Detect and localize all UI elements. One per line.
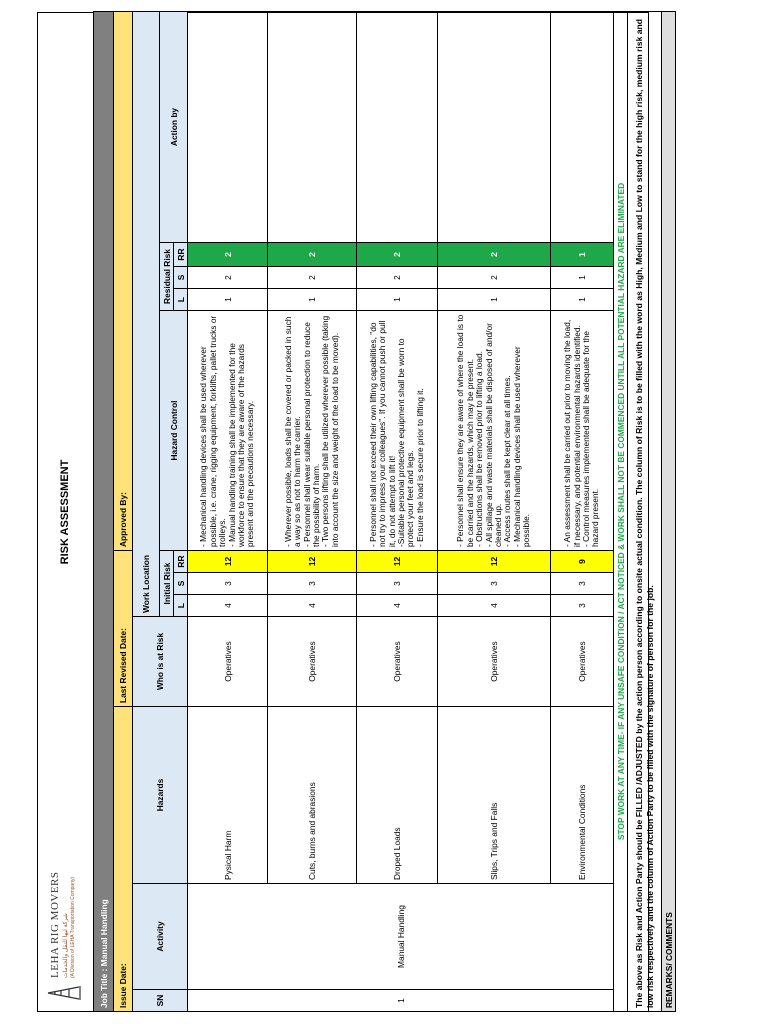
- action-by-cell[interactable]: [188, 11, 268, 242]
- col-initial-rr: RR: [174, 551, 188, 573]
- table-row: [551, 11, 614, 1011]
- initial-rr-cell: 12: [357, 551, 438, 573]
- col-initial-risk: Initial Risk: [160, 551, 174, 617]
- action-by-cell[interactable]: [438, 11, 551, 242]
- initial-l-cell: 4: [268, 595, 357, 617]
- control-line: - Manual handling training shall be implemented for the workforce to ensure that they are aware of the hazards present and the precautions necessary.: [226, 343, 256, 547]
- control-line: - Mechanical handling devices shall be used wherever possible.: [511, 346, 532, 547]
- initial-s-cell: 3: [551, 573, 614, 595]
- col-residual-s: S: [174, 267, 188, 289]
- action-by-cell[interactable]: [357, 11, 438, 242]
- col-activity: Activity: [133, 884, 188, 990]
- residual-s-cell: 2: [357, 267, 438, 289]
- control-line: - Personnel shall ensure they are aware of where the load is to be carried and the hazards, which may be present.: [455, 314, 475, 547]
- residual-rr-cell: 2: [438, 243, 551, 267]
- last-revised-date-label: Last Revised Date:: [114, 551, 133, 707]
- risk-footnote: The above as Risk and Action Party should be FILLED /ADJUSTED by the action person according to onsite actual condition. The column of Risk is to be filled with the word as High, Medium and Low to stand for the high risk, medium risk and low risk respectively and the column of Action Party to be filled with the signature of person for the job.: [628, 11, 662, 1011]
- who-cell: Operatives: [268, 617, 357, 707]
- company-tagline: (A Division of LEHA Transportation Company): [70, 876, 76, 978]
- initial-s-cell: 3: [438, 573, 551, 595]
- initial-rr-cell: 12: [188, 551, 268, 573]
- control-line: - Personnel shall wear suitable personal protection to reduce the possibility of harm.: [301, 322, 321, 547]
- residual-s-cell: 1: [551, 267, 614, 289]
- control-line: - Mechanical handling devices shall be used wherever possible, i.e. crane, rigging equipment, forklifts, pallet trucks or trolleys.: [198, 315, 228, 547]
- table-row: [438, 11, 551, 1011]
- residual-rr-cell: 1: [551, 243, 614, 267]
- action-by-cell[interactable]: [268, 11, 357, 242]
- control-line: - An assessment shall be carried out prior to moving the load, if necessary, and potential environmental hazards identified.: [562, 319, 582, 547]
- initial-rr-cell: 12: [438, 551, 551, 573]
- hazard-control-cell: [438, 311, 551, 551]
- control-line: - All spillage and waste materials shall be disposed of and/or cleaned up.: [483, 323, 503, 547]
- col-sn: SN: [133, 990, 188, 1012]
- who-cell: Operatives: [188, 617, 268, 707]
- residual-l-cell: 1: [188, 289, 268, 311]
- stop-work-notice: STOP WORK AT ANY TIME- IF ANY UNSAFE CONDITION / ACT NOTICED & WORK SHALL NOT BE COMMENCED UNTILL ALL POTENTIAL HAZARD ARE ELIMINATED: [614, 11, 628, 1011]
- document-title: RISK ASSESSMENT: [59, 459, 71, 565]
- residual-l-cell: 1: [551, 289, 614, 311]
- residual-rr-cell: 2: [357, 243, 438, 267]
- hazard-control-cell: [551, 311, 614, 551]
- work-location-label: Work Location: [133, 11, 160, 616]
- initial-l-cell: 4: [438, 595, 551, 617]
- residual-s-cell: 2: [188, 267, 268, 289]
- control-line: - Access routes shall be kept clear at all times.: [502, 375, 513, 547]
- document-header: [37, 12, 93, 1012]
- initial-s-cell: 3: [357, 573, 438, 595]
- initial-l-cell: 4: [357, 595, 438, 617]
- residual-l-cell: 1: [438, 289, 551, 311]
- hazard-control-cell: [357, 311, 438, 551]
- sn-value: 1: [188, 990, 614, 1012]
- who-cell: Operatives: [357, 617, 438, 707]
- table-row: [188, 11, 268, 1011]
- job-title: Job Title : Manual Handling: [94, 11, 114, 1011]
- control-line: - Two persons lifting shall be utilized wherever possible (taking into account the size and weight of the load to be moved).: [320, 315, 340, 547]
- action-by-cell[interactable]: [551, 11, 614, 242]
- initial-rr-cell: 9: [551, 551, 614, 573]
- initial-l-cell: 3: [551, 595, 614, 617]
- col-initial-s: S: [174, 573, 188, 595]
- initial-s-cell: 3: [188, 573, 268, 595]
- hazard-cell: Pysical Harm: [188, 707, 268, 884]
- company-arabic-name: شركة ليها للنقل والخدمات: [63, 913, 69, 978]
- residual-l-cell: 1: [268, 289, 357, 311]
- col-hazards: Hazards: [133, 707, 188, 884]
- activity-value: Manual Handling: [188, 884, 614, 990]
- control-line: - Wherever possible, loads shall be covered or packed in such a way so as not to harm the carrier.: [282, 316, 303, 547]
- residual-l-cell: 1: [357, 289, 438, 311]
- initial-rr-cell: 12: [268, 551, 357, 573]
- risk-table: [93, 11, 676, 1012]
- who-cell: Operatives: [438, 617, 551, 707]
- hazard-cell: Slips, Trips and Falls: [438, 707, 551, 884]
- col-who-at-risk: Who is at Risk: [133, 617, 188, 707]
- hazard-control-cell: [188, 311, 268, 551]
- control-line: - Personnel shall not exceed their own lifting capabilities, "do not try to impress your colleagues". If you cannot push or pull it, do not attempt to lift it!: [367, 320, 397, 547]
- table-row: [357, 11, 438, 1011]
- col-initial-l: L: [174, 595, 188, 617]
- residual-s-cell: 2: [268, 267, 357, 289]
- col-residual-l: L: [174, 289, 188, 311]
- table-row: [268, 11, 357, 1011]
- control-line: - Obstructions shall be removed prior to lifting a load.: [474, 351, 485, 547]
- company-name: LEHA RIG MOVERS: [49, 871, 61, 978]
- col-action-by: Action by: [160, 11, 188, 242]
- initial-s-cell: 3: [268, 573, 357, 595]
- col-residual-risk: Residual Risk: [160, 243, 174, 311]
- remarks-label: REMARKS/ COMMENTS: [662, 11, 676, 1011]
- hazard-cell: Droped Loads: [357, 707, 438, 884]
- hazard-cell: Environmental Conditions: [551, 707, 614, 884]
- rotated-sheet: [37, 12, 674, 1012]
- hazard-control-cell: [268, 311, 357, 551]
- control-line: - Ensure the load is secure prior to lifting it.: [414, 388, 425, 547]
- hazard-cell: Cuts, burns and abrasions: [268, 707, 357, 884]
- approved-by-label: Approved By:: [114, 11, 133, 550]
- col-residual-rr: RR: [174, 243, 188, 267]
- issue-date-label: Issue Date:: [114, 707, 133, 1012]
- col-hazard-control: Hazard Control: [160, 311, 188, 551]
- who-cell: Operatives: [551, 617, 614, 707]
- control-line: - Control measures implemented shall be adequate for the hazard present.: [581, 330, 601, 547]
- residual-rr-cell: 2: [268, 243, 357, 267]
- residual-s-cell: 2: [438, 267, 551, 289]
- control-line: -Suitable personal protective equipment shall be worn to protect your feet and legs.: [396, 338, 416, 547]
- residual-rr-cell: 2: [188, 243, 268, 267]
- initial-l-cell: 4: [188, 595, 268, 617]
